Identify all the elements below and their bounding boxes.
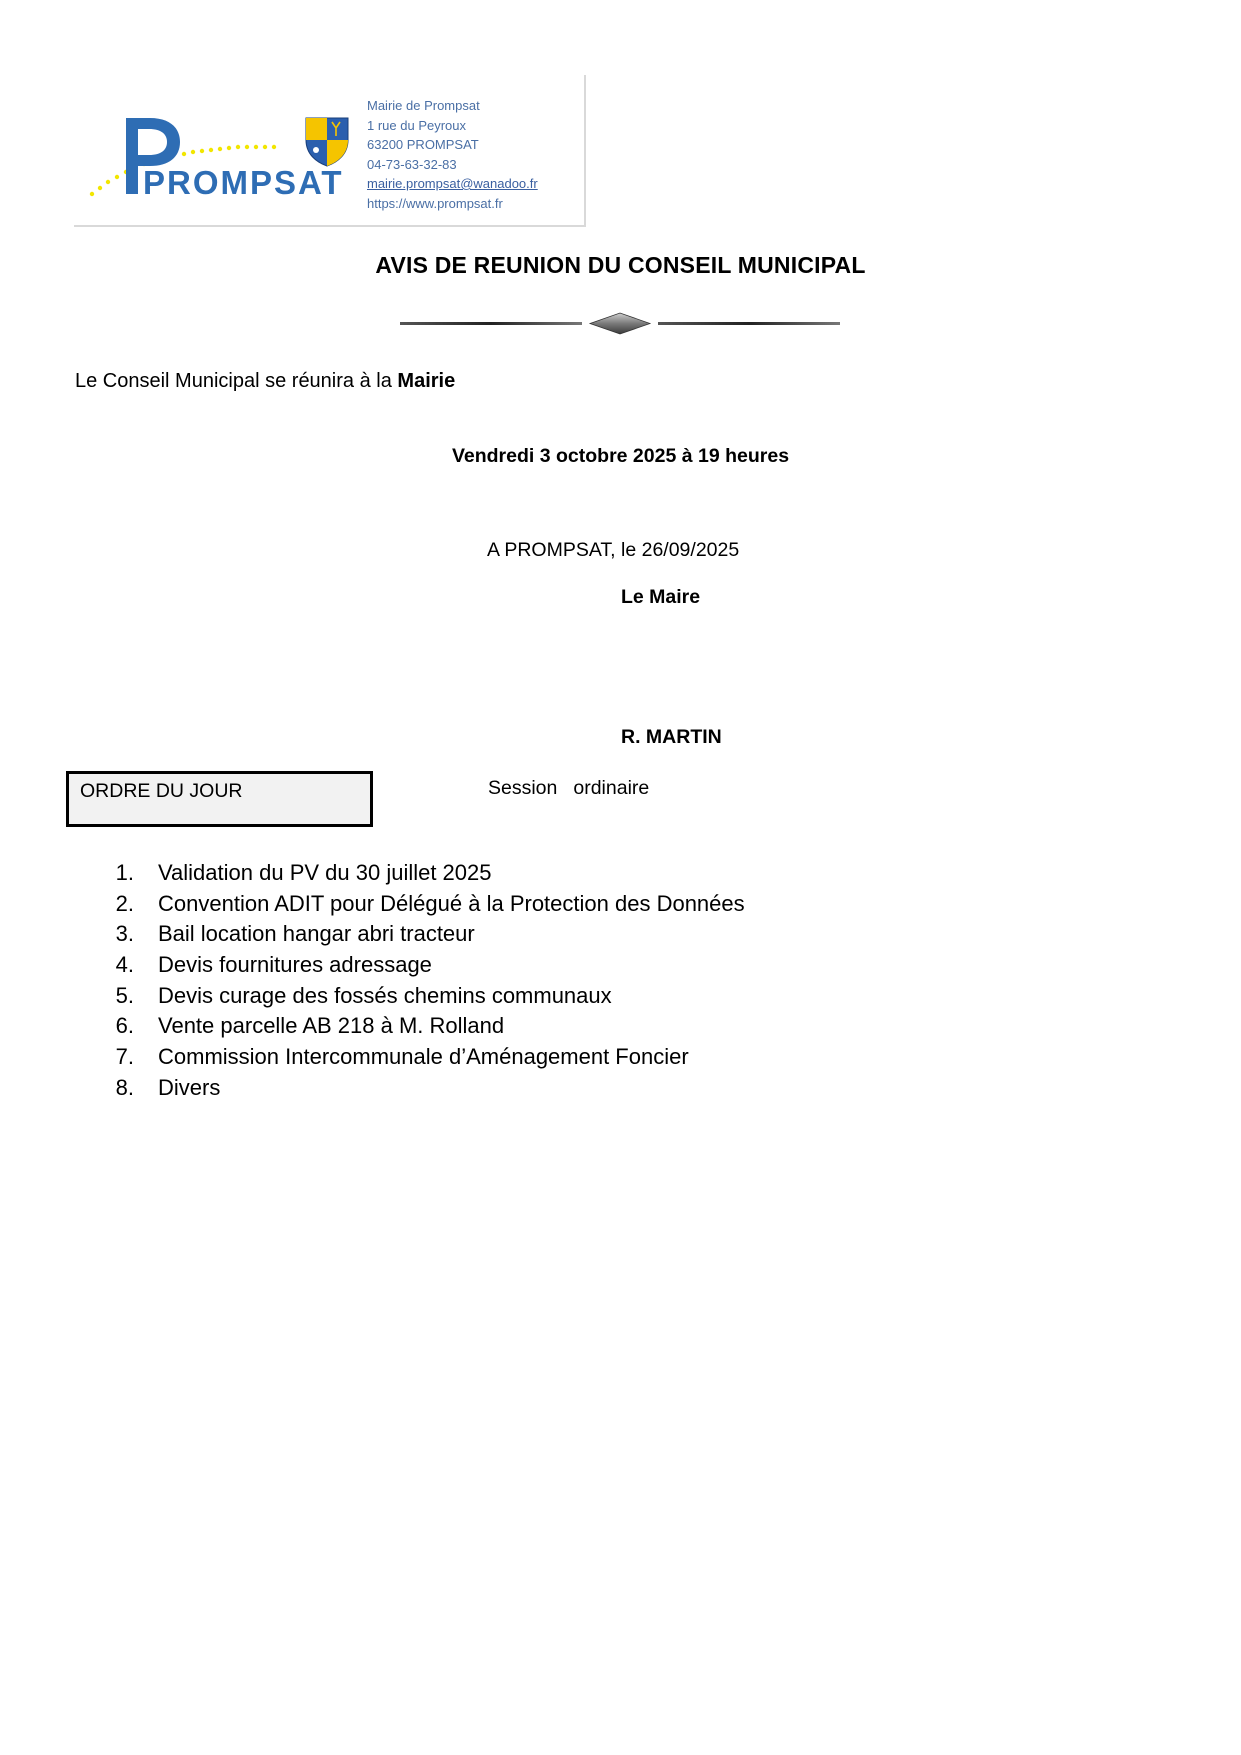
contact-email-link[interactable]: mairie.prompsat@wanadoo.fr [367, 176, 538, 191]
agenda-item-text: Bail location hangar abri tracteur [158, 921, 475, 947]
document-title: AVIS DE REUNION DU CONSEIL MUNICIPAL [375, 252, 866, 278]
prompsat-logo [88, 110, 353, 210]
agenda-heading-box [66, 771, 373, 827]
agenda-item-text: Commission Intercommunale d’Aménagement Foncier [158, 1044, 689, 1070]
agenda-item [110, 1073, 745, 1104]
intro-sentence [75, 370, 455, 393]
agenda-item-number: 7. [115, 1044, 134, 1070]
agenda-item-number: 8. [115, 1074, 134, 1100]
agenda-item-number: 6. [115, 1013, 134, 1039]
agenda-item-text: Devis curage des fossés chemins communaux [158, 982, 612, 1008]
agenda-item [110, 889, 745, 920]
ornamental-divider [400, 309, 840, 339]
logo-wordmark: PROMPSAT [143, 164, 343, 201]
contact-city: 63200 PROMPSAT [367, 137, 479, 152]
agenda-item [110, 919, 745, 950]
agenda-item-number: 2. [115, 890, 134, 916]
agenda-item [110, 950, 745, 981]
agenda-item-number: 1. [115, 860, 134, 885]
session-type [488, 777, 649, 800]
signatory-name: R. MARTIN [621, 726, 722, 748]
agenda-item [110, 1011, 745, 1042]
agenda-item-number: 3. [115, 921, 134, 947]
agenda-item-text: Vente parcelle AB 218 à M. Rolland [158, 1013, 505, 1039]
contact-block [367, 96, 538, 213]
meeting-datetime: Vendredi 3 octobre 2025 à 19 heures [451, 445, 790, 467]
contact-website: https://www.prompsat.fr [367, 195, 503, 211]
agenda-item [110, 858, 745, 889]
session-value: ordinaire [573, 777, 650, 799]
contact-street: 1 rue du Peyroux [367, 117, 467, 133]
agenda-item-number: 5. [115, 982, 134, 1008]
agenda-item-text: Validation du PV du 30 juillet 2025 [158, 860, 492, 885]
agenda-item-text: Devis fournitures adressage [158, 952, 432, 978]
agenda-heading: ORDRE DU JOUR [80, 780, 243, 802]
session-label: Session [488, 777, 558, 799]
intro-text: Le Conseil Municipal se réunira à la [75, 370, 398, 392]
meeting-location: Mairie [397, 370, 456, 392]
agenda-item [110, 981, 745, 1012]
contact-name: Mairie de Prompsat [367, 98, 480, 113]
agenda-item-text: Convention ADIT pour Délégué à la Protection des Données [158, 890, 745, 916]
place-and-date: A PROMPSAT, le 26/09/2025 [487, 539, 740, 561]
agenda-list [110, 858, 745, 1104]
agenda-item-text: Divers [158, 1074, 221, 1100]
agenda-item [110, 1042, 745, 1073]
contact-phone: 04-73-63-32-83 [367, 156, 457, 172]
agenda-item-number: 4. [115, 952, 134, 978]
signatory-role: Le Maire [621, 586, 701, 608]
